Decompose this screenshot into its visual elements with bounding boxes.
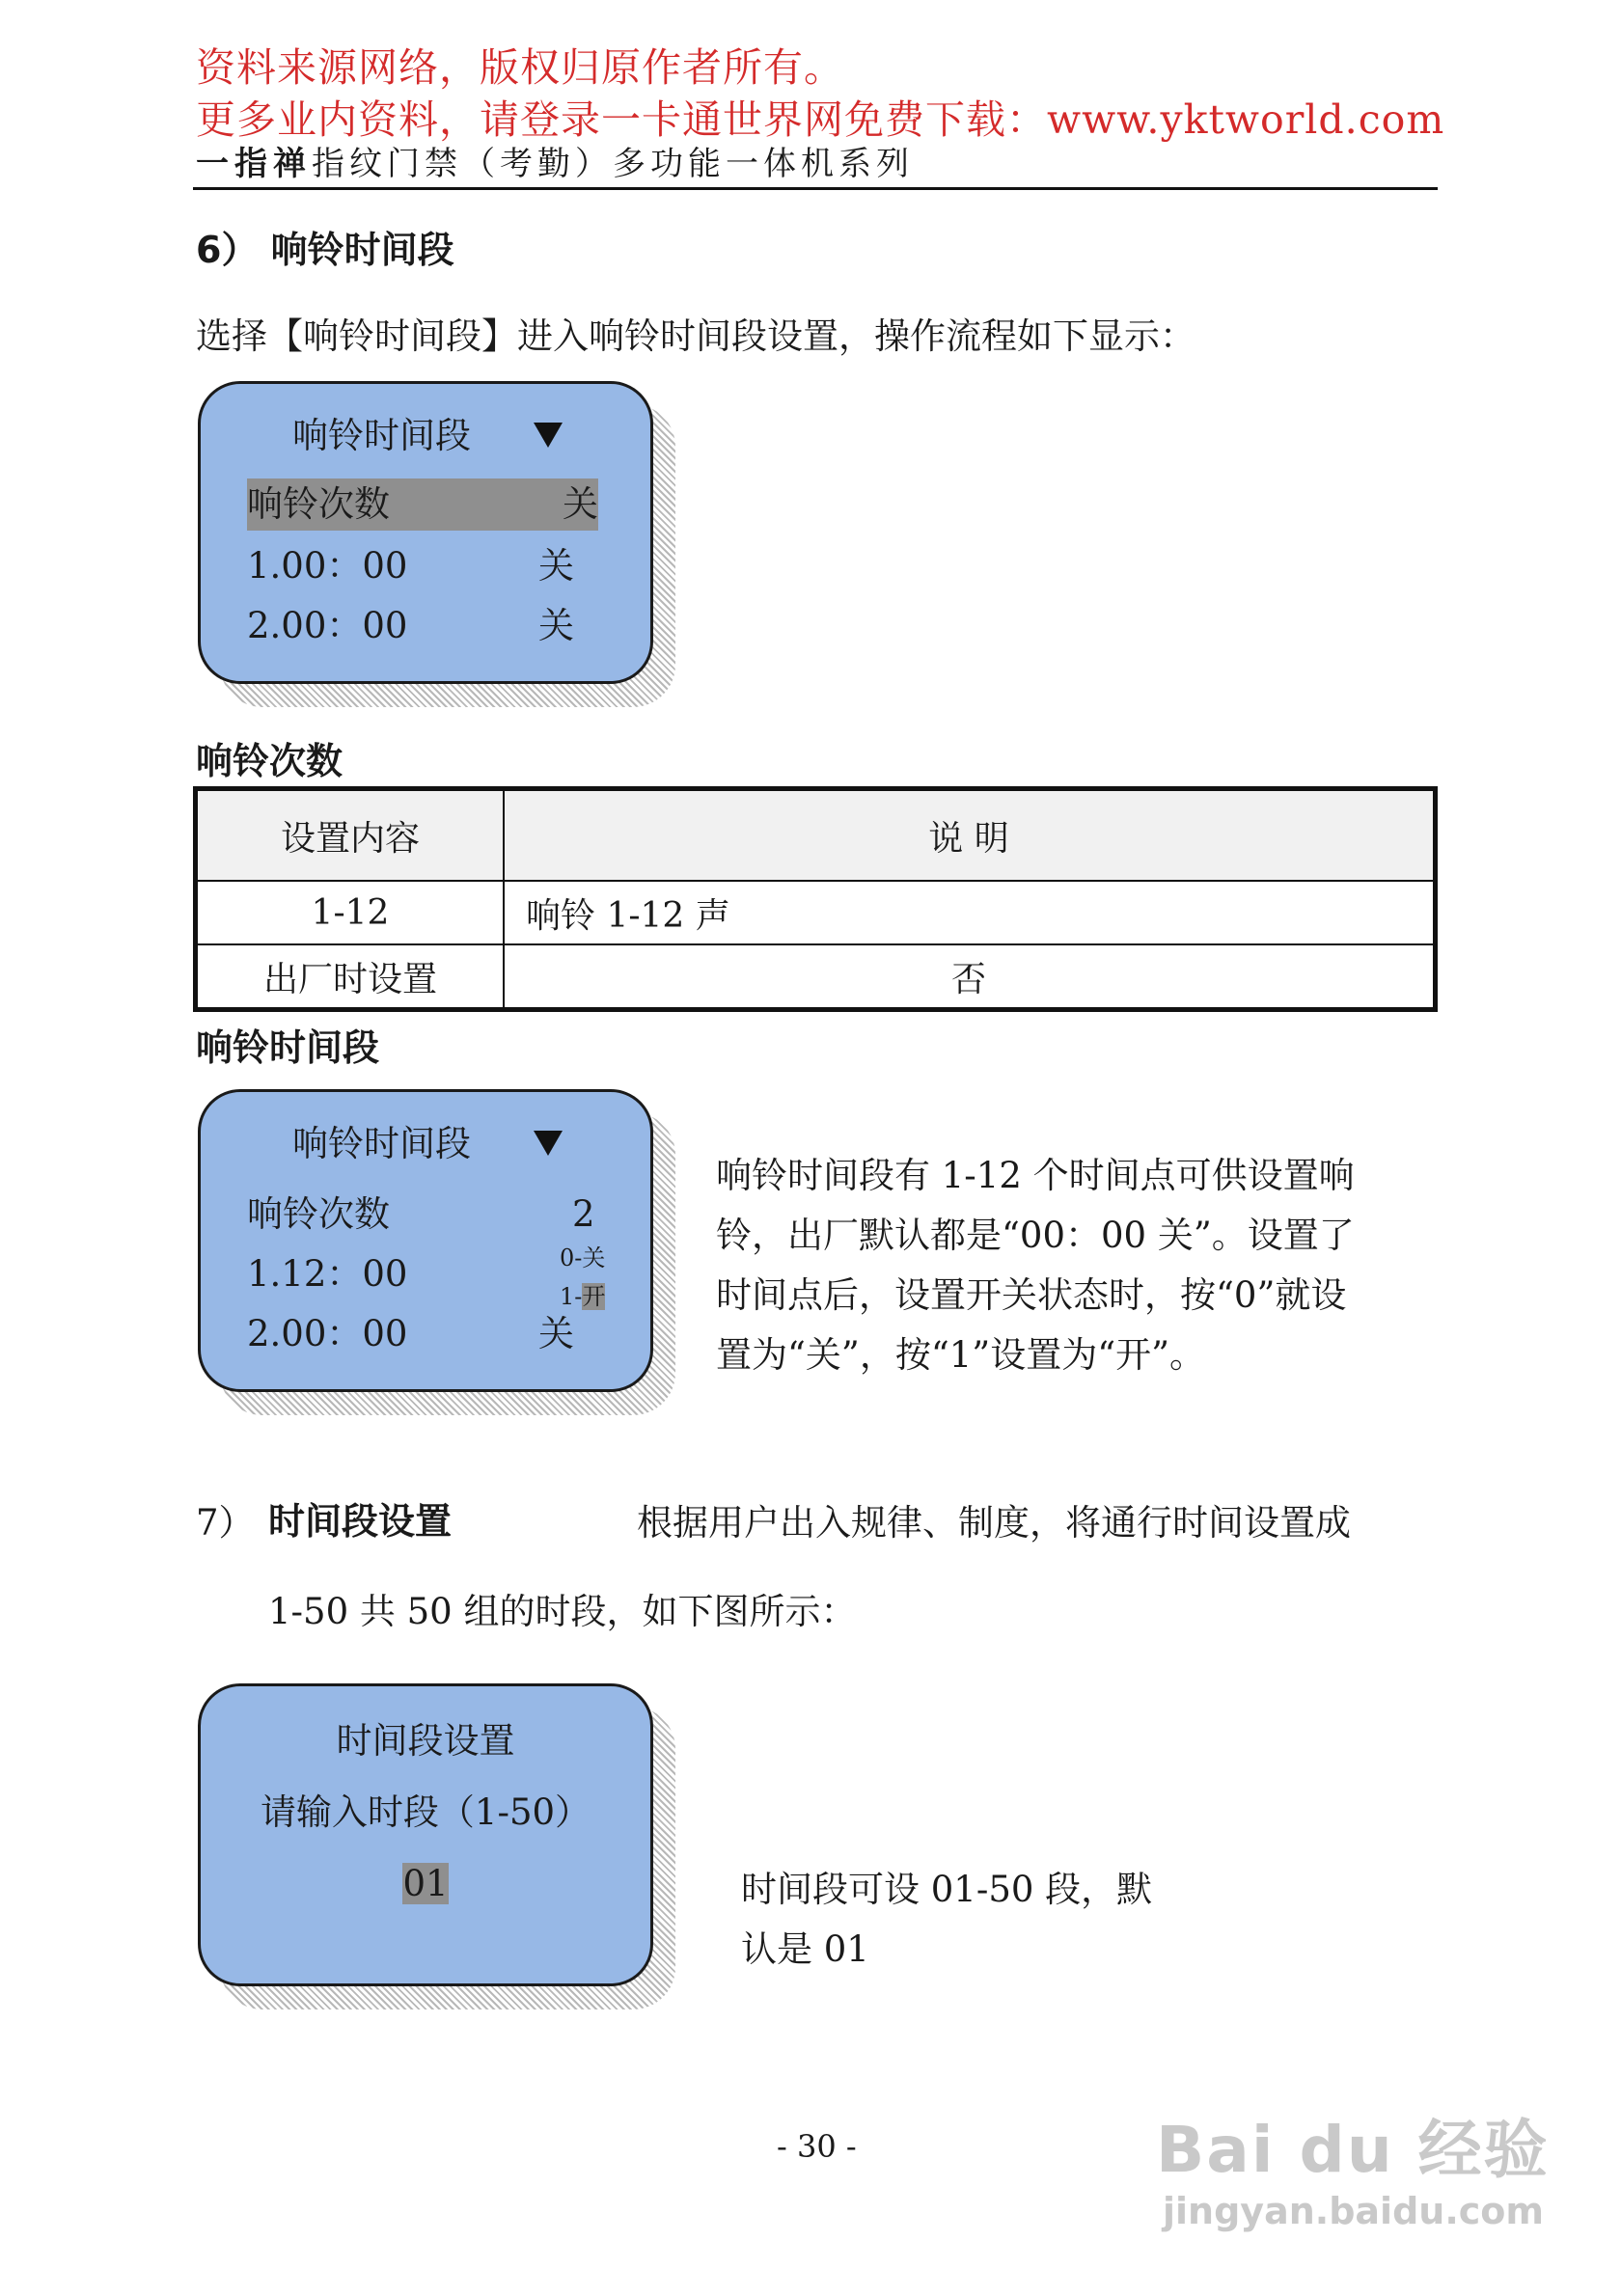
section-6-heading: 6） 响铃时间段 xyxy=(196,229,454,271)
ring-period-desc-line: 时间点后，设置开关状态时，按“0”就设 xyxy=(716,1274,1347,1316)
down-arrow-icon xyxy=(534,423,563,448)
screen-prompt: 请输入时段（1-50） xyxy=(260,1791,591,1833)
table-cell: 出厂时设置 xyxy=(196,944,505,1010)
screen-row: 1.00：00 xyxy=(247,545,408,587)
screen-row-value: 关 xyxy=(538,605,574,646)
screen-row-value: 2 xyxy=(572,1193,595,1235)
screen-row: 1.12：00 xyxy=(247,1253,408,1295)
table-row xyxy=(196,944,1436,1010)
row-value: 关 xyxy=(563,483,598,525)
lcd-screen-ring-period-edit xyxy=(198,1089,653,1392)
screen-row-selected xyxy=(247,478,598,531)
lcd-screen-ring-period xyxy=(198,381,653,684)
table-cell: 否 xyxy=(504,944,1436,1010)
option-on xyxy=(560,1285,605,1308)
baidu-jingyan-logo: Bai du 经验 xyxy=(1156,2113,1550,2187)
down-arrow-icon xyxy=(534,1131,563,1156)
table-header-row xyxy=(196,789,1436,882)
ring-period-desc-line: 铃，出厂默认都是“00：00 关”。设置了 xyxy=(716,1215,1355,1256)
ring-period-heading: 响铃时间段 xyxy=(196,1026,380,1069)
section-6-intro: 选择【响铃时间段】进入响铃时间段设置，操作流程如下显示： xyxy=(196,315,1195,357)
screen-row: 响铃次数 xyxy=(247,1193,390,1235)
section-7-heading: 时间段设置 xyxy=(268,1500,453,1543)
series-name: 指纹门禁（考勤）多功能一体机系列 xyxy=(312,145,914,183)
section-7-note: 时间段可设 01-50 段，默 xyxy=(741,1869,1153,1910)
table-cell: 响铃 1-12 声 xyxy=(504,881,1436,944)
section-7-text: 1-50 共 50 组的时段，如下图所示： xyxy=(268,1591,857,1632)
screen-title: 时间段设置 xyxy=(336,1720,515,1762)
ring-count-table xyxy=(193,786,1438,1012)
table-header-cell: 说 明 xyxy=(504,789,1436,882)
lcd-screen-time-period xyxy=(198,1683,653,1986)
header-rule xyxy=(193,187,1438,190)
brand-name: 一指禅 xyxy=(196,145,312,183)
section-7-text: 根据用户出入规律、制度，将通行时间设置成 xyxy=(637,1502,1351,1544)
running-header xyxy=(196,137,914,184)
period-value: 01 xyxy=(402,1863,449,1904)
screen-title: 响铃时间段 xyxy=(292,1123,471,1164)
page-number: - 30 - xyxy=(777,2128,857,2165)
table-row xyxy=(196,881,1436,944)
option-on-selected: 开 xyxy=(582,1283,606,1310)
watermark-url: jingyan.baidu.com xyxy=(1163,2190,1544,2232)
row-label: 响铃次数 xyxy=(247,483,390,525)
option-on-prefix: 1- xyxy=(560,1283,583,1310)
section-7-number: 7） xyxy=(196,1502,255,1544)
ring-count-heading: 响铃次数 xyxy=(196,740,343,782)
ring-period-desc-line: 响铃时间段有 1-12 个时间点可供设置响 xyxy=(716,1155,1355,1196)
screen-row: 2.00：00 xyxy=(247,605,408,646)
option-off: 0-关 xyxy=(560,1244,606,1271)
section-7-note: 认是 01 xyxy=(741,1928,869,1970)
screen-title: 响铃时间段 xyxy=(292,415,471,456)
source-notice: 资料来源网络，版权归原作者所有。 xyxy=(196,44,844,91)
screen-row-value: 关 xyxy=(538,1313,574,1354)
download-notice: 更多业内资料，请登录一卡通世界网免费下载：www.yktworld.com xyxy=(196,96,1445,143)
table-header-cell: 设置内容 xyxy=(196,789,505,882)
screen-row-value: 关 xyxy=(538,545,574,587)
ring-period-desc-line: 置为“关”，按“1”设置为“开”。 xyxy=(716,1334,1206,1376)
table-cell: 1-12 xyxy=(196,881,505,944)
screen-input-value xyxy=(201,1863,650,1904)
screen-row: 2.00：00 xyxy=(247,1313,408,1354)
